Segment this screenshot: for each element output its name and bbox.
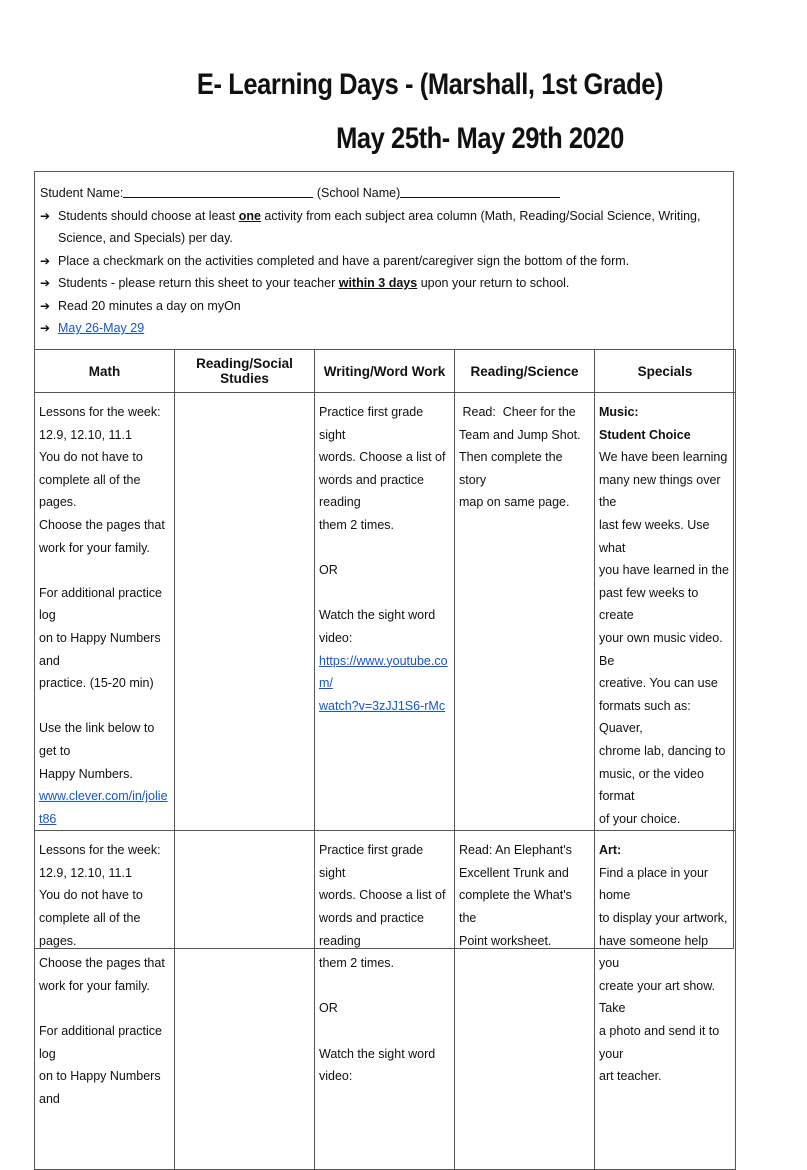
arrow-icon: ➔ — [40, 321, 51, 335]
cell-line: past few weeks to create — [599, 585, 699, 623]
table-row — [35, 393, 736, 831]
page-subtitle-dates: May 25th- May 29th 2020 — [336, 122, 624, 155]
cell-line: many new things over the — [599, 472, 721, 510]
cell-line: you have learned in the — [599, 563, 729, 578]
cell-line: a photo and send it to your — [599, 1024, 720, 1061]
name-fields-line — [40, 182, 730, 205]
cell-line: work for your family. — [39, 978, 150, 993]
instruction-bullet — [40, 295, 730, 318]
cell-line: OR — [319, 563, 338, 578]
student-name-label: Student Name: — [40, 186, 124, 200]
cell-line: video: — [319, 1069, 353, 1084]
myon-dates-link[interactable]: May 26-May 29 — [58, 321, 145, 335]
cell-line: practice. (15-20 min) — [39, 676, 154, 691]
bullet-text: activity from each subject area column (Math, Reading/Social Science, Writing, Science, and Specials) per day. — [58, 208, 701, 245]
cell-line: last few weeks. Use what — [599, 517, 710, 555]
cell-line: Practice first grade sight — [319, 405, 424, 442]
cell-writing — [315, 393, 455, 831]
cell-line: Read: Cheer for the — [459, 405, 576, 419]
cell-line: on to Happy Numbers and — [39, 1069, 161, 1106]
cell-line: them 2 times. — [319, 956, 395, 971]
bullet-text: Students should choose at least — [58, 208, 239, 223]
cell-line: words. Choose a list of — [319, 450, 446, 465]
bullet-emphasis: one — [238, 208, 261, 223]
cell-line: We have been learning — [599, 450, 728, 465]
cell-line: Use the link below to get to — [39, 721, 155, 758]
cell-line: For additional practice log — [39, 1024, 162, 1061]
table-row — [35, 831, 736, 1170]
cell-line: complete all of the pages. — [39, 472, 141, 510]
cell-line: 12.9, 12.10, 11.1 — [39, 427, 132, 442]
cell-line: complete all of the pages. — [39, 911, 141, 948]
cell-line: formats such as: Quaver, — [599, 698, 691, 736]
cell-line: You do not have to — [39, 450, 143, 465]
cell-line: OR — [319, 1001, 338, 1016]
clever-link[interactable]: www.clever.com/in/joliet86 — [39, 789, 168, 826]
cell-line: Watch the sight word — [319, 608, 436, 623]
instruction-bullet — [40, 272, 730, 295]
cell-line: 12.9, 12.10, 11.1 — [39, 865, 132, 880]
header-reading-science: Reading/Science — [455, 350, 595, 393]
cell-line: work for your family. — [39, 540, 150, 555]
instruction-bullet — [40, 317, 730, 340]
cell-line: your own music video. Be — [599, 630, 723, 668]
cell-line: For additional practice log — [39, 585, 162, 623]
header-specials: Specials — [595, 350, 736, 393]
cell-specials — [595, 393, 736, 831]
cell-line: words and practice reading — [319, 911, 424, 948]
cell-line: Find a place in your home — [599, 865, 709, 903]
specials-heading: Music: — [599, 405, 639, 419]
youtube-link-continued[interactable]: watch?v=3zJJ1S6-rMc — [319, 698, 446, 713]
school-name-label: (School Name) — [316, 186, 401, 200]
bullet-text: Students - please return this sheet to your teacher — [58, 276, 339, 290]
header-reading-social-studies: Reading/Social Studies — [175, 350, 315, 393]
table-header-row — [35, 350, 736, 393]
bullet-text: Read 20 minutes a day on myOn — [58, 298, 241, 313]
header-writing-word-work: Writing/Word Work — [315, 350, 455, 393]
worksheet-frame — [34, 171, 734, 1106]
cell-line: Then complete the story — [459, 450, 563, 487]
cell-science — [455, 831, 595, 1170]
school-name-field[interactable] — [400, 183, 560, 198]
specials-subheading: Student Choice — [599, 427, 691, 442]
cell-writing — [315, 831, 455, 1170]
student-name-field[interactable] — [123, 183, 313, 198]
instruction-bullet — [40, 205, 730, 250]
cell-line: Choose the pages that — [39, 956, 165, 971]
instructions-block — [40, 182, 730, 340]
bullet-text: Place a checkmark on the activities completed and have a parent/caregiver sign the bottom of the form. — [58, 253, 630, 268]
cell-line: Happy Numbers. — [39, 766, 133, 781]
cell-line: music, or the video format — [599, 766, 704, 804]
youtube-link[interactable]: https://www.youtube.com/ — [319, 653, 448, 691]
arrow-icon: ➔ — [40, 253, 51, 268]
cell-line: Point worksheet. — [459, 933, 552, 948]
cell-reading-social-studies — [175, 393, 315, 831]
cell-line: video: — [319, 630, 353, 645]
cell-math — [35, 393, 175, 831]
cell-science — [455, 393, 595, 831]
cell-line: have someone help you — [599, 933, 709, 971]
cell-line: Watch the sight word — [319, 1046, 436, 1061]
header-math: Math — [35, 350, 175, 393]
cell-line: on to Happy Numbers and — [39, 630, 161, 668]
cell-line: Excellent Trunk and — [459, 865, 569, 880]
bullet-text: upon your return to school. — [417, 276, 570, 290]
cell-line: map on same page. — [459, 495, 570, 510]
cell-specials — [595, 831, 736, 1170]
cell-line: You do not have to — [39, 888, 143, 903]
arrow-icon: ➔ — [40, 208, 51, 223]
cell-line: to display your artwork, — [599, 911, 728, 926]
specials-heading: Art: — [599, 843, 622, 858]
cell-line: Choose the pages that — [39, 517, 165, 532]
cell-math — [35, 831, 175, 1170]
cell-line: chrome lab, dancing to — [599, 743, 726, 758]
cell-line: Lessons for the week: — [39, 843, 161, 858]
page-title: E- Learning Days - (Marshall, 1st Grade) — [196, 68, 664, 101]
arrow-icon: ➔ — [40, 276, 51, 290]
activity-table — [34, 349, 736, 1170]
bullet-emphasis: within 3 days — [338, 276, 418, 290]
cell-line: of your choice. — [599, 811, 681, 826]
cell-line: art teacher. — [599, 1069, 662, 1084]
cell-line: Read: An Elephant's — [459, 843, 572, 858]
cell-line: create your art show. Take — [599, 978, 716, 1016]
cell-line: them 2 times. — [319, 517, 395, 532]
cell-line: Practice first grade sight — [319, 843, 424, 880]
cell-line: words and practice reading — [319, 472, 424, 510]
instruction-bullet — [40, 250, 730, 273]
cell-line: Lessons for the week: — [39, 405, 161, 419]
cell-line: complete the What's the — [459, 888, 572, 926]
cell-line: creative. You can use — [599, 676, 718, 691]
arrow-icon: ➔ — [40, 298, 51, 313]
cell-reading-social-studies — [175, 831, 315, 1170]
cell-line: words. Choose a list of — [319, 888, 446, 903]
cell-line: Team and Jump Shot. — [459, 427, 581, 442]
